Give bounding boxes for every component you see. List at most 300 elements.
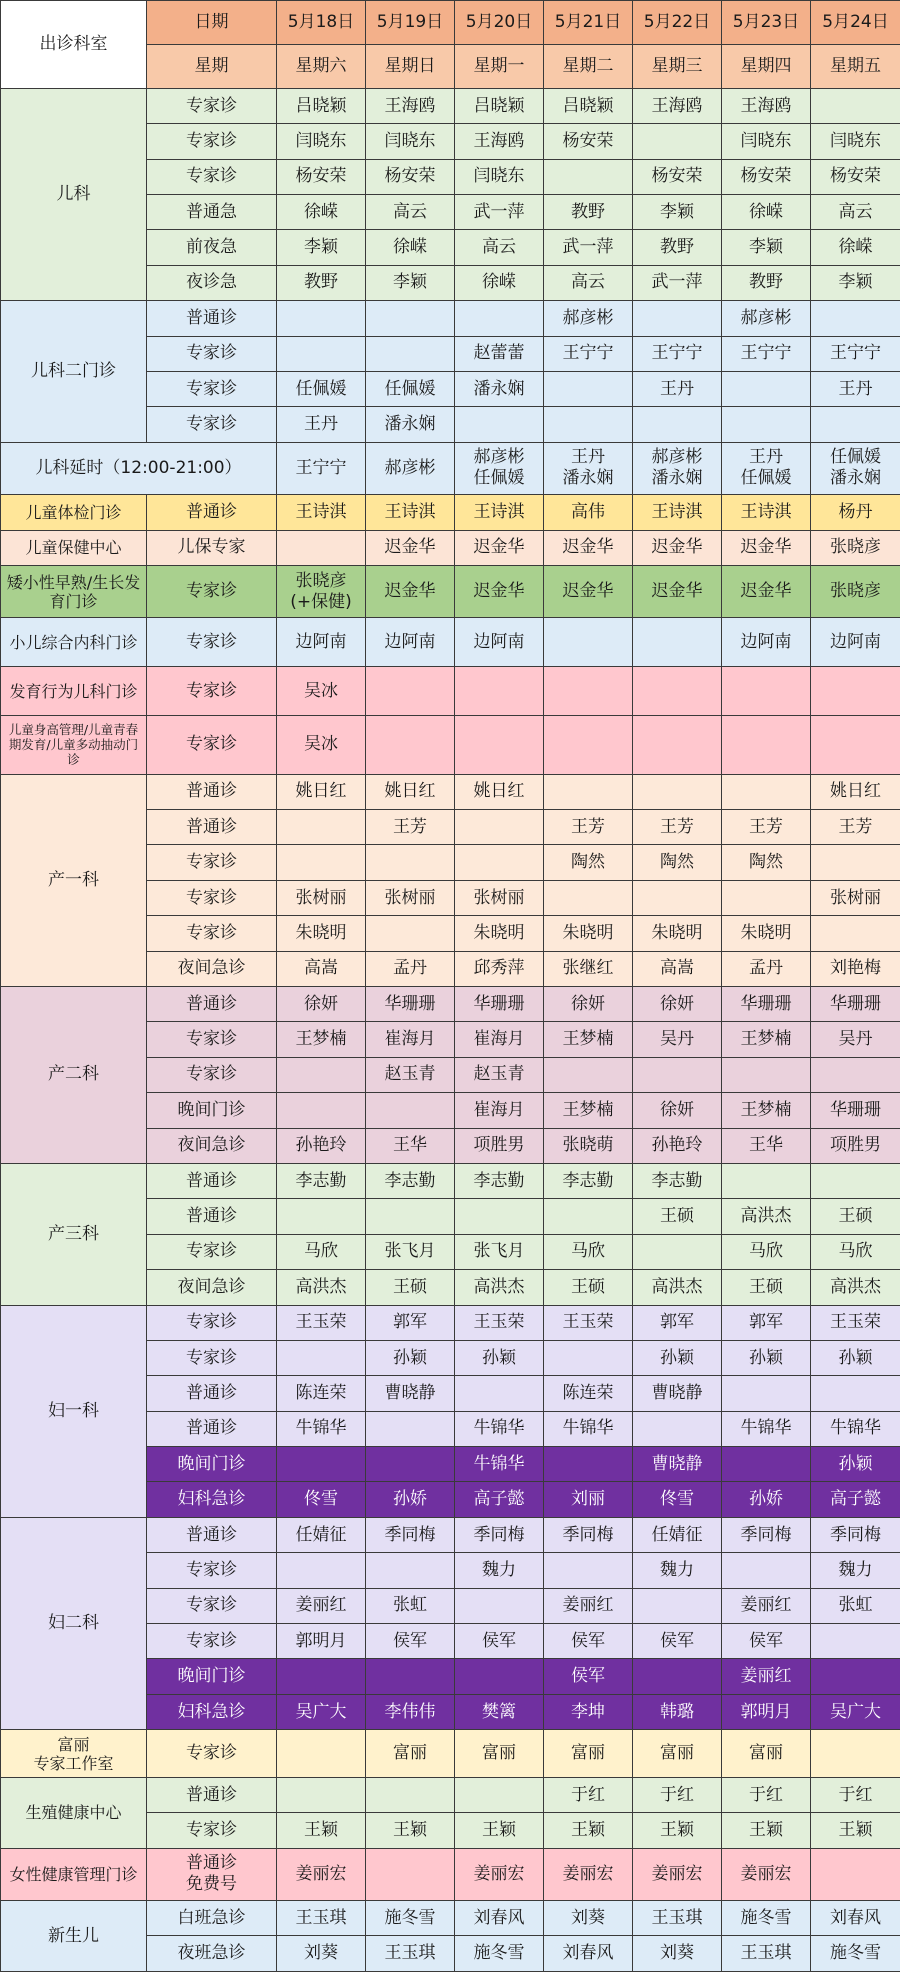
doctor-cell: 王颖 [366,1813,455,1848]
doctor-cell: 李志勤 [455,1163,544,1198]
doctor-cell: 任佩媛 [277,371,366,406]
doctor-cell: 杨安荣 [544,124,633,159]
doctor-cell: 崔海月 [455,1022,544,1057]
schedule-row [1,987,900,1022]
doctor-cell [633,407,722,442]
doctor-cell: 王颖 [722,1813,811,1848]
doctor-cell: 牛锦华 [811,1411,900,1446]
schedule-row [1,618,900,667]
doctor-cell: 侯军 [544,1659,633,1694]
header-row-dates [1,1,900,45]
doctor-cell: 吴广大 [811,1694,900,1729]
doctor-cell [544,716,633,775]
doctor-cell: 赵玉青 [366,1057,455,1092]
doctor-cell [277,1553,366,1588]
doctor-cell: 王玉荣 [544,1305,633,1340]
doctor-cell [366,1093,455,1128]
doctor-cell [811,845,900,880]
doctor-cell: 杨丹 [811,495,900,530]
doctor-cell: 郭军 [722,1305,811,1340]
doctor-cell: 高云 [455,230,544,265]
schedule-row [1,1848,900,1900]
doctor-cell: 王华 [366,1128,455,1163]
doctor-cell: 郝彦彬 [366,442,455,494]
doctor-cell: 徐妍 [544,987,633,1022]
doctor-cell: 王梦楠 [722,1093,811,1128]
schedule-row [1,667,900,716]
doctor-cell [277,1659,366,1694]
doctor-cell: 潘永娴 [366,407,455,442]
doctor-cell [544,667,633,716]
department-name: 富丽 专家工作室 [1,1730,147,1778]
doctor-cell [633,618,722,667]
doctor-cell: 王颖 [455,1813,544,1848]
department-name: 女性健康管理门诊 [1,1848,147,1900]
doctor-cell [811,1730,900,1778]
clinic-type: 普通诊 [147,495,277,530]
doctor-cell [633,1659,722,1694]
doctor-cell: 韩璐 [633,1694,722,1729]
doctor-cell [366,301,455,336]
weekday-header-5: 星期四 [722,44,811,88]
doctor-cell: 张晓彦 [811,530,900,565]
clinic-type: 专家诊 [147,1305,277,1340]
doctor-cell: 侯军 [366,1624,455,1659]
doctor-cell [366,1553,455,1588]
doctor-cell: 刘葵 [633,1936,722,1972]
doctor-cell: 施冬雪 [811,1936,900,1972]
clinic-type: 专家诊 [147,1340,277,1375]
clinic-type: 专家诊 [147,336,277,371]
doctor-cell: 李坤 [544,1694,633,1729]
doctor-cell: 孙颖 [455,1340,544,1375]
department-name: 儿童保健中心 [1,530,147,565]
doctor-cell: 朱晓明 [455,916,544,951]
doctor-cell: 刘葵 [277,1936,366,1972]
clinic-type: 专家诊 [147,88,277,123]
doctor-cell: 刘春风 [455,1901,544,1936]
doctor-cell [455,1777,544,1812]
clinic-type: 儿保专家 [147,530,277,565]
doctor-cell: 吕晓颖 [455,88,544,123]
clinic-type: 专家诊 [147,159,277,194]
doctor-cell [811,1163,900,1198]
doctor-cell: 任婧征 [633,1517,722,1552]
doctor-cell: 牛锦华 [277,1411,366,1446]
doctor-cell: 张虹 [366,1588,455,1623]
doctor-cell [366,1447,455,1482]
doctor-cell: 陶然 [544,845,633,880]
doctor-cell: 迟金华 [633,566,722,618]
doctor-cell [544,1340,633,1375]
doctor-cell: 孙艳玲 [277,1128,366,1163]
doctor-cell: 任佩媛 [366,371,455,406]
doctor-cell [722,1447,811,1482]
clinic-type: 专家诊 [147,716,277,775]
doctor-cell: 王梦楠 [544,1022,633,1057]
doctor-cell: 王硕 [722,1270,811,1305]
doctor-cell: 迟金华 [633,530,722,565]
doctor-cell: 赵蕾蕾 [455,336,544,371]
doctor-cell [811,1057,900,1092]
doctor-cell: 迟金华 [722,566,811,618]
doctor-cell: 侯军 [544,1624,633,1659]
doctor-cell: 迟金华 [722,530,811,565]
doctor-cell: 侯军 [455,1624,544,1659]
doctor-cell: 王海鸥 [633,88,722,123]
department-name: 生殖健康中心 [1,1777,147,1848]
doctor-cell [811,716,900,775]
doctor-cell: 李颖 [722,230,811,265]
clinic-type: 普通诊 免费号 [147,1848,277,1900]
doctor-cell [544,880,633,915]
doctor-cell: 高云 [544,265,633,300]
doctor-cell: 任婧征 [277,1517,366,1552]
clinic-type: 晚间门诊 [147,1093,277,1128]
doctor-cell: 迟金华 [544,566,633,618]
doctor-cell [277,845,366,880]
weekday-header-1: 星期日 [366,44,455,88]
doctor-cell: 迟金华 [455,566,544,618]
doctor-cell: 闫晓东 [366,124,455,159]
doctor-cell: 徐嵘 [277,195,366,230]
doctor-cell [722,880,811,915]
clinic-type: 普通诊 [147,1163,277,1198]
doctor-cell: 曹晓静 [633,1376,722,1411]
clinic-type: 专家诊 [147,1813,277,1848]
doctor-cell: 姜丽红 [722,1588,811,1623]
doctor-cell: 徐嵘 [366,230,455,265]
doctor-cell: 高洪杰 [277,1270,366,1305]
doctor-cell: 李颖 [366,265,455,300]
doctor-cell [277,1057,366,1092]
doctor-cell: 富丽 [633,1730,722,1778]
doctor-cell: 教野 [722,265,811,300]
doctor-cell: 姜丽宏 [277,1848,366,1900]
doctor-cell [722,1376,811,1411]
doctor-cell: 马欣 [811,1234,900,1269]
schedule-row [1,442,900,494]
doctor-cell: 陈连荣 [277,1376,366,1411]
date-header-5: 5月23日 [722,1,811,45]
department-name: 儿童体检门诊 [1,495,147,530]
doctor-cell [811,667,900,716]
doctor-cell: 牛锦华 [722,1411,811,1446]
doctor-cell: 吴冰 [277,716,366,775]
doctor-cell: 迟金华 [455,530,544,565]
doctor-cell: 朱晓明 [544,916,633,951]
doctor-cell [722,774,811,809]
weekday-header-3: 星期二 [544,44,633,88]
doctor-cell [277,1777,366,1812]
doctor-cell: 张晓彦 (+保健) [277,566,366,618]
schedule-row [1,88,900,123]
doctor-cell [633,716,722,775]
doctor-cell: 季同梅 [722,1517,811,1552]
doctor-cell: 佟雪 [633,1482,722,1517]
doctor-cell: 富丽 [455,1730,544,1778]
doctor-cell [277,336,366,371]
doctor-cell: 边阿南 [455,618,544,667]
doctor-cell: 姜丽宏 [722,1848,811,1900]
doctor-cell [544,159,633,194]
clinic-type: 夜间急诊 [147,1270,277,1305]
doctor-cell [455,667,544,716]
date-header-0: 5月18日 [277,1,366,45]
department-name: 儿科 [1,88,147,300]
doctor-cell: 张晓萌 [544,1128,633,1163]
clinic-type: 普通诊 [147,810,277,845]
doctor-cell: 刘葵 [544,1901,633,1936]
doctor-cell: 李志勤 [366,1163,455,1198]
doctor-cell [722,1057,811,1092]
doctor-cell [277,301,366,336]
doctor-cell: 教野 [633,230,722,265]
clinic-type: 夜诊急 [147,265,277,300]
department-name: 妇二科 [1,1517,147,1729]
department-name: 儿科二门诊 [1,301,147,443]
doctor-cell [366,1411,455,1446]
clinic-type: 专家诊 [147,845,277,880]
doctor-cell: 武一萍 [633,265,722,300]
doctor-cell [366,1659,455,1694]
weekday-header-2: 星期一 [455,44,544,88]
schedule-row [1,530,900,565]
clinic-type: 专家诊 [147,618,277,667]
doctor-cell: 杨安荣 [277,159,366,194]
doctor-cell: 马欣 [544,1234,633,1269]
doctor-cell: 王宁宁 [722,336,811,371]
doctor-cell: 于红 [722,1777,811,1812]
doctor-cell: 王颖 [811,1813,900,1848]
doctor-cell: 孙艳玲 [633,1128,722,1163]
doctor-cell [455,1588,544,1623]
schedule-row [1,495,900,530]
doctor-cell: 陶然 [633,845,722,880]
doctor-cell: 王宁宁 [811,336,900,371]
doctor-cell: 孙颖 [811,1340,900,1375]
doctor-cell: 张飞月 [455,1234,544,1269]
doctor-cell: 徐嵘 [455,265,544,300]
department-name: 新生儿 [1,1901,147,1972]
doctor-cell: 王芳 [544,810,633,845]
doctor-cell: 张虹 [811,1588,900,1623]
doctor-cell: 孙颖 [366,1340,455,1375]
doctor-cell: 姚日红 [366,774,455,809]
doctor-cell: 郭军 [633,1305,722,1340]
doctor-cell: 孟丹 [366,951,455,986]
doctor-cell: 杨安荣 [722,159,811,194]
doctor-cell: 王丹 任佩媛 [722,442,811,494]
doctor-cell: 郭明月 [722,1694,811,1729]
schedule-row [1,774,900,809]
doctor-cell: 高伟 [544,495,633,530]
doctor-cell: 华珊珊 [722,987,811,1022]
doctor-cell: 郝彦彬 潘永娴 [633,442,722,494]
doctor-cell: 王诗淇 [455,495,544,530]
doctor-cell: 马欣 [277,1234,366,1269]
doctor-cell: 李颖 [277,230,366,265]
clinic-type: 白班急诊 [147,1901,277,1936]
schedule-row [1,301,900,336]
doctor-cell: 王宁宁 [633,336,722,371]
clinic-type: 普通诊 [147,1517,277,1552]
doctor-cell: 王丹 潘永娴 [544,442,633,494]
doctor-cell: 孙娇 [366,1482,455,1517]
doctor-cell: 王诗淇 [366,495,455,530]
doctor-cell: 曹晓静 [366,1376,455,1411]
doctor-cell: 张树丽 [277,880,366,915]
doctor-cell: 武一萍 [455,195,544,230]
doctor-cell: 华珊珊 [455,987,544,1022]
schedule-row [1,566,900,618]
weekday-header-6: 星期五 [811,44,900,88]
doctor-cell: 施冬雪 [455,1936,544,1972]
doctor-cell: 刘春风 [811,1901,900,1936]
clinic-type: 专家诊 [147,916,277,951]
doctor-cell: 张树丽 [455,880,544,915]
doctor-cell [811,407,900,442]
clinic-type: 晚间门诊 [147,1447,277,1482]
doctor-cell [811,88,900,123]
clinic-type: 专家诊 [147,371,277,406]
weekday-label: 星期 [147,44,277,88]
doctor-cell: 王颖 [277,1813,366,1848]
doctor-cell: 王梦楠 [544,1093,633,1128]
doctor-cell: 郭明月 [277,1624,366,1659]
doctor-cell: 王硕 [811,1199,900,1234]
doctor-cell: 王海鸥 [455,124,544,159]
department-name: 妇一科 [1,1305,147,1517]
doctor-cell: 武一萍 [544,230,633,265]
doctor-cell: 边阿南 [366,618,455,667]
doctor-cell [633,1234,722,1269]
doctor-cell: 魏力 [811,1553,900,1588]
doctor-cell: 吴冰 [277,667,366,716]
doctor-cell: 牛锦华 [455,1411,544,1446]
doctor-cell: 王海鸥 [366,88,455,123]
doctor-cell: 赵玉青 [455,1057,544,1092]
doctor-cell: 华珊珊 [366,987,455,1022]
doctor-cell: 季同梅 [455,1517,544,1552]
clinic-type: 专家诊 [147,1234,277,1269]
doctor-cell: 侯军 [633,1624,722,1659]
doctor-cell [366,336,455,371]
doctor-cell: 王颖 [544,1813,633,1848]
department-name: 儿科延时（12:00-21:00） [1,442,277,494]
doctor-cell [633,124,722,159]
clinic-type: 普通诊 [147,1411,277,1446]
doctor-cell: 张树丽 [366,880,455,915]
doctor-cell [722,371,811,406]
doctor-cell: 樊篱 [455,1694,544,1729]
doctor-cell: 张晓彦 [811,566,900,618]
doctor-cell: 姜丽宏 [544,1848,633,1900]
doctor-cell: 姚日红 [455,774,544,809]
doctor-cell: 牛锦华 [544,1411,633,1446]
doctor-cell [544,407,633,442]
clinic-type: 专家诊 [147,667,277,716]
doctor-cell: 李志勤 [633,1163,722,1198]
doctor-cell: 牛锦华 [455,1447,544,1482]
doctor-cell: 朱晓明 [277,916,366,951]
doctor-cell: 姚日红 [277,774,366,809]
doctor-cell: 王颖 [633,1813,722,1848]
clinic-type: 普通诊 [147,301,277,336]
doctor-cell: 王玉琪 [722,1936,811,1972]
doctor-cell: 王诗淇 [722,495,811,530]
doctor-cell: 高洪杰 [722,1199,811,1234]
doctor-cell: 高子懿 [455,1482,544,1517]
doctor-cell: 富丽 [544,1730,633,1778]
doctor-cell: 王诗淇 [633,495,722,530]
doctor-cell: 于红 [544,1777,633,1812]
doctor-cell: 崔海月 [455,1093,544,1128]
doctor-cell [811,1624,900,1659]
doctor-cell [544,774,633,809]
date-label: 日期 [147,1,277,45]
doctor-cell: 高云 [811,195,900,230]
doctor-cell: 刘丽 [544,1482,633,1517]
date-header-1: 5月19日 [366,1,455,45]
doctor-cell: 杨安荣 [366,159,455,194]
doctor-cell: 高洪杰 [633,1270,722,1305]
doctor-cell: 华珊珊 [811,987,900,1022]
doctor-cell: 施冬雪 [366,1901,455,1936]
doctor-cell [366,667,455,716]
doctor-cell: 迟金华 [366,530,455,565]
doctor-cell: 季同梅 [544,1517,633,1552]
doctor-cell: 孟丹 [722,951,811,986]
doctor-cell: 杨安荣 [811,159,900,194]
doctor-cell: 佟雪 [277,1482,366,1517]
doctor-cell: 姜丽宏 [455,1848,544,1900]
department-name: 矮小性早熟/生长发育门诊 [1,566,147,618]
doctor-cell: 杨安荣 [633,159,722,194]
doctor-cell [633,774,722,809]
clinic-type: 妇科急诊 [147,1482,277,1517]
doctor-cell: 李颖 [811,265,900,300]
doctor-cell: 王丹 [811,371,900,406]
weekday-header-0: 星期六 [277,44,366,88]
doctor-cell [633,1588,722,1623]
doctor-cell [722,407,811,442]
doctor-cell: 王海鸥 [722,88,811,123]
doctor-cell: 徐妍 [277,987,366,1022]
doctor-cell: 闫晓东 [277,124,366,159]
doctor-cell: 郝彦彬 [722,301,811,336]
doctor-cell: 徐妍 [633,987,722,1022]
doctor-cell [277,1340,366,1375]
doctor-cell: 朱晓明 [633,916,722,951]
schedule-row [1,1777,900,1812]
doctor-cell: 王宁宁 [544,336,633,371]
date-header-4: 5月22日 [633,1,722,45]
clinic-type: 普通诊 [147,774,277,809]
schedule-body [1,1,900,1972]
doctor-cell: 迟金华 [366,566,455,618]
doctor-cell: 李伟伟 [366,1694,455,1729]
doctor-cell: 高洪杰 [455,1270,544,1305]
doctor-cell: 魏力 [633,1553,722,1588]
doctor-cell [722,1553,811,1588]
doctor-cell: 张飞月 [366,1234,455,1269]
doctor-cell [277,1730,366,1778]
doctor-cell: 李颖 [633,195,722,230]
clinic-type: 专家诊 [147,566,277,618]
doctor-cell: 王硕 [544,1270,633,1305]
department-name: 产三科 [1,1163,147,1305]
